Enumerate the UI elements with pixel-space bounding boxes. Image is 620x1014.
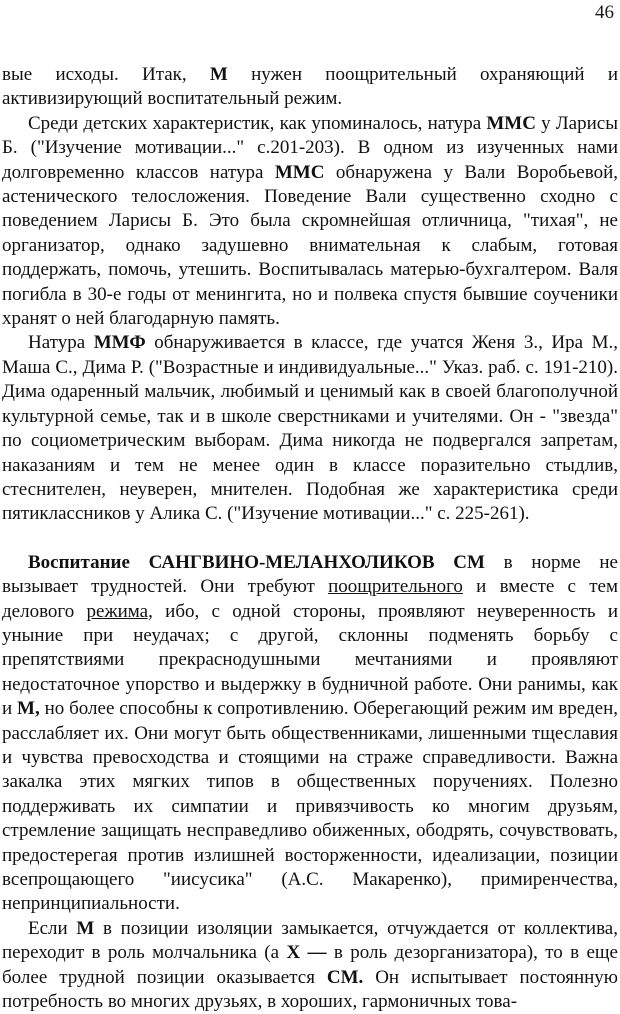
text-run: поощрительного (328, 576, 463, 598)
text-run: Он испытывает постоянную потребность во многих друзьях, в хороших, гармоничных това- (2, 966, 618, 1013)
page-number: 46 (595, 2, 614, 23)
text-run: в норме не вызывает трудностей. Они требуют (2, 551, 618, 598)
text-run: М (76, 917, 95, 939)
text-run: ибо, с одной стороны, проявляют неуверенность и уныние при неудачах; с другой, склонны подменять борьбу с препятствиями прекраснодушными мечтаниями и проявляют недостаточное упорство и выдержку в будничной работе. Они ранимы, как и (2, 600, 619, 720)
text-run: у Ларисы Б. ("Изучение мотивации..." с.201-203). В одном из изученных нами долговременно классов натура (2, 112, 618, 183)
text-run: нужен поощрительный охраняющий и активизирующий воспитательный режим. (2, 64, 618, 110)
text-run: М, (17, 698, 40, 720)
text-run: X (286, 942, 301, 964)
text-run: Воспитание САНГВИНО-МЕЛАНХОЛИКОВ СМ (28, 551, 485, 573)
text-run: режима, (86, 600, 153, 622)
em-dash: — (300, 942, 327, 964)
text-run: и вместе с тем делового (2, 576, 618, 622)
paragraph-p2 (2, 112, 618, 332)
body-text (2, 63, 618, 1014)
text-run: Если (28, 917, 77, 939)
text-run: вые исходы. Итак, (2, 64, 210, 85)
text-run: — в роль дезорганизатора) (300, 942, 534, 964)
text-run: обнаруживается в классе, где учатся Женя 3., Ира М., Маша С., Дима Р. ("Возрастные и индивидуальные..." Указ. раб. с. 191-210). Дима одаренный мальчик, любимый и ценимый как в своей благополучной культурной семье, так и в школе сверстниками и учителями. Он - "звезда" по социометрическим выборам. Дима никогда не подвергался запретам, наказаниям и тем не менее один в классе поразительно стыдлив, стеснителен, неуверен, мнителен. Подобная же характеристика среди пятиклассников у Алика С. ("Изучение мотивации..." с. 225-261). (2, 332, 618, 525)
text-run: в позиции изоляции замыкается, отчуждается от коллектива, переходит в роль молчальника (а (2, 917, 618, 964)
text-run: но более способны к сопротивлению. Оберегающий режим им вреден, расслабляет их. Они могут быть общественниками, лишенными тщеславия и чувства превосходства и стоящими на страже справедливости. Важна закалка этих мягких типов в общественных поручениях. Полезно поддерживать их симпатии и привязчивость ко многим друзьям, стремление защищать несправедливо обиженных, ободрять, сочувствовать, предостерегая против излишней восторженности, идеализации, позиции всепрощающего "иисусика" (А.С. Макаренко), примиренчества, непринципиальности. (2, 698, 618, 915)
paragraph-p1 (2, 63, 618, 112)
text-run: Среди детских характеристик, как упоминалось, натура (28, 112, 487, 134)
paragraph-p4 (2, 551, 618, 917)
paragraph-p5 (2, 917, 618, 1014)
text-run: обнаружена у Вали Воробьевой, астенического телосложения. Поведение Вали существенно сходно с поведением Ларисы Б. Это была скромнейшая отличница, "тихая", не организатор, однако задушевно внимательная к слабым, готовая поддержать, помочь, утешить. Воспитывалась матерью-бухгалтером. Валя погибла в 30-е годы от менингита, но и полвека спустя бывшие соученики хранят о ней благодарную память. (2, 161, 618, 330)
text-run: ММФ (93, 332, 146, 354)
text-run: СМ. (326, 966, 364, 988)
text-run: ММС (486, 112, 536, 134)
text-run: , то в еще более трудной позиции оказывается (2, 942, 618, 988)
paragraph-p3 (2, 331, 618, 526)
text-run: Натура (28, 332, 94, 354)
text-run: ММС (274, 161, 325, 183)
text-run: М (209, 64, 228, 85)
